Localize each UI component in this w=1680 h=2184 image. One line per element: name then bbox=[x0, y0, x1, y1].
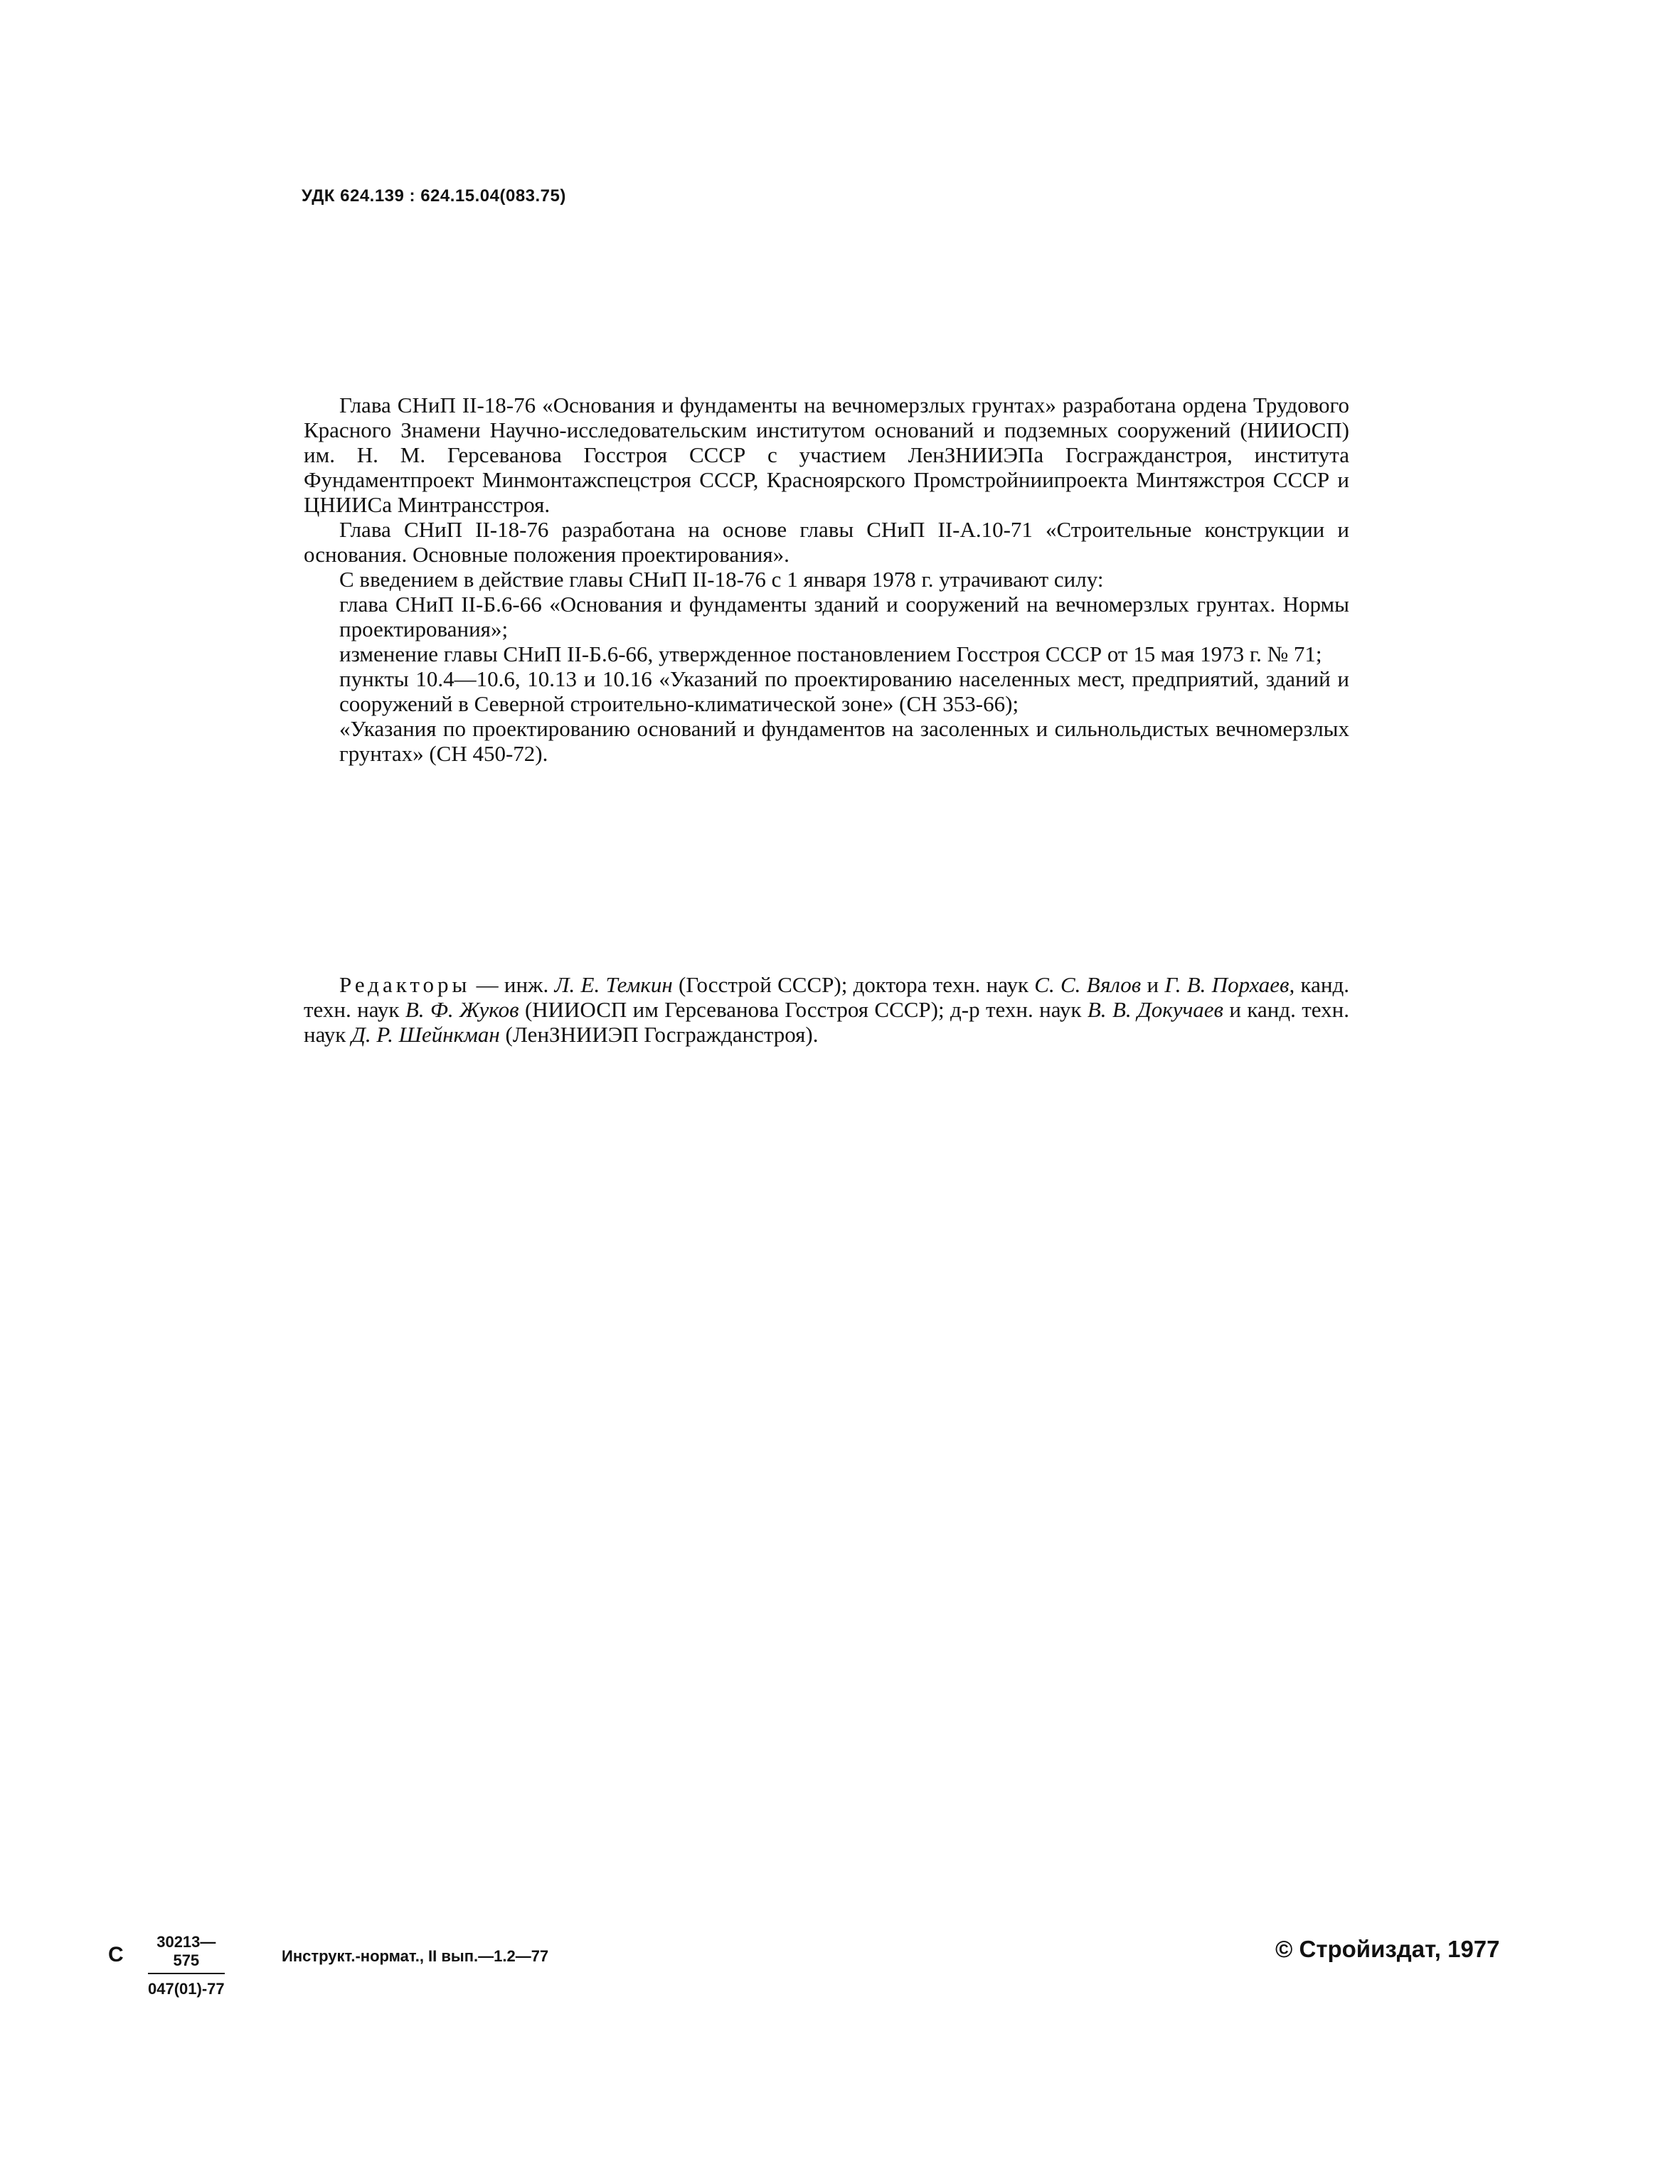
udc-code: УДК 624.139 : 624.15.04(083.75) bbox=[302, 186, 566, 206]
intro-section bbox=[304, 393, 1349, 766]
editor-name: Л. Е. Темкин bbox=[554, 972, 673, 997]
editor-name: В. Ф. Жуков bbox=[405, 997, 519, 1022]
repealed-item: «Указания по проектированию оснований и фундаментов на засоленных и сильнольдистых вечномерзлых грунтах» (СН 450-72). bbox=[339, 716, 1349, 766]
editor-name: Д. Р. Шейнкман bbox=[351, 1022, 500, 1047]
editors-text: (ЛенЗНИИЭП Госгражданстроя). bbox=[499, 1022, 819, 1047]
editors-section bbox=[304, 972, 1349, 1047]
repealed-item: глава СНиП II-Б.6-66 «Основания и фундаменты зданий и сооружений на вечномерзлых грунтах. Нормы проектирования»; bbox=[339, 592, 1349, 641]
editors-text: (Госстрой СССР); доктора техн. наук bbox=[672, 972, 1035, 997]
imprint-letter: С bbox=[108, 1943, 124, 1966]
publisher-copyright: © Стройиздат, 1977 bbox=[1275, 1936, 1500, 1962]
repealed-item: пункты 10.4—10.6, 10.13 и 10.16 «Указаний по проектированию населенных мест, предприятий, зданий и сооружений в Северной строительно-климатической зоне» (СН 353-66); bbox=[339, 666, 1349, 716]
editors-text: канд. техн. наук bbox=[304, 972, 1349, 1022]
imprint-numerator: 30213—575 bbox=[148, 1933, 225, 1974]
intro-paragraph-development: Глава СНиП II-18-76 «Основания и фундаменты на вечномерзлых грунтах» разработана ордена Трудового Красного Знамени Научно-исследовательским институтом оснований и подземных сооружений (НИИОСП) им. Н. М. Герсеванова Госстроя СССР с участием ЛенЗНИИЭПа Госгражданстроя, института Фундаментпроект Минмонтажспецстроя СССР, Красноярского Промстройниипроекта Минтяжстроя СССР и ЦНИИСа Минтрансстроя. bbox=[304, 393, 1349, 517]
editor-name: В. В. Докучаев bbox=[1087, 997, 1224, 1022]
editors-text: и bbox=[1141, 972, 1165, 997]
editors-text: — инж. bbox=[470, 972, 555, 997]
editors-text: и канд. техн. наук bbox=[304, 997, 1349, 1047]
intro-paragraph-repeal: С введением в действие главы СНиП II-18-76 с 1 января 1978 г. утрачивают силу: bbox=[339, 567, 1104, 592]
editor-name: Г. В. Порхаев, bbox=[1164, 972, 1295, 997]
imprint-fraction bbox=[148, 1933, 225, 1998]
intro-paragraph-basis: Глава СНиП II-18-76 разработана на основе главы СНиП II-А.10-71 «Строительные конструкции и основания. Основные положения проектирования». bbox=[304, 517, 1349, 567]
imprint-text: Инструкт.-нормат., II вып.—1.2—77 bbox=[282, 1947, 549, 1965]
imprint-denominator: 047(01)-77 bbox=[148, 1980, 225, 1998]
editor-name: С. С. Вялов bbox=[1034, 972, 1142, 997]
editors-text: (НИИОСП им Герсеванова Госстроя СССР); д-р техн. наук bbox=[519, 997, 1088, 1022]
repealed-item: изменение главы СНиП II-Б.6-66, утвержденное постановлением Госстроя СССР от 15 мая 1973 г. № 71; bbox=[339, 641, 1322, 666]
editors-label: Редакторы bbox=[339, 972, 471, 997]
